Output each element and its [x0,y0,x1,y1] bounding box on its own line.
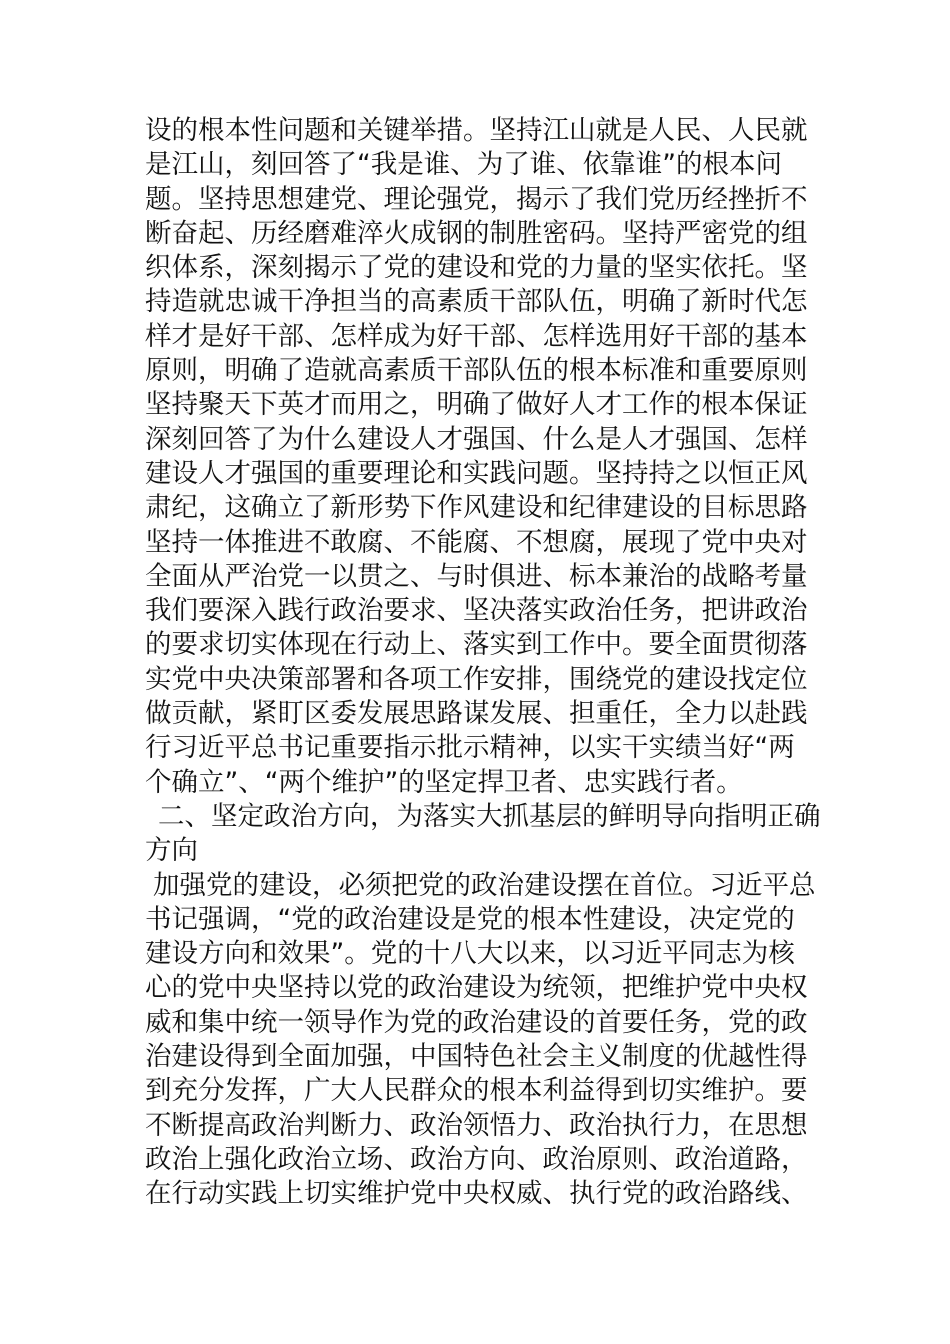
text-line: 题。坚持思想建党、理论强党，揭示了我们党历经挫折不 [145,183,808,215]
text-line: 建设方向和效果”。党的十八大以来，以习近平同志为核 [145,938,795,970]
text-line: 织体系，深刻揭示了党的建设和党的力量的坚实依托。坚 [145,252,808,284]
heading-line: 方向 [145,835,198,867]
text-line: 做贡献，紧盯区委发展思路谋发展、担重任，全力以赴践 [145,698,808,730]
text-line: 深刻回答了为什么建设人才强国、什么是人才强国、怎样 [145,423,808,455]
text-line: 样才是好干部、怎样成为好干部、怎样选用好干部的基本 [145,320,808,352]
text-line: 到充分发挥，广大人民群众的根本利益得到切实维护。要 [145,1075,808,1107]
text-line: 治建设得到全面加强，中国特色社会主义制度的优越性得 [145,1041,808,1073]
text-line: 政治上强化政治立场、政治方向、政治原则、政治道路， [145,1143,808,1175]
text-line: 个确立”、“两个维护”的坚定捍卫者、忠实践行者。 [145,766,743,798]
heading-line: 二、坚定政治方向，为落实大抓基层的鲜明导向指明正确 [158,800,821,832]
text-line: 不断提高政治判断力、政治领悟力、政治执行力，在思想 [145,1109,808,1141]
text-line: 威和集中统一领导作为党的政治建设的首要任务，党的政 [145,1006,808,1038]
text-line: 坚持聚天下英才而用之，明确了做好人才工作的根本保证 [145,389,808,421]
text-line: 是江山，刻回答了“我是谁、为了谁、依靠谁”的根本问 [145,149,782,181]
paragraph-2 [145,869,815,1212]
text-line: 设的根本性问题和关键举措。坚持江山就是人民、人民就 [145,115,808,146]
paragraph-1 [145,114,815,800]
section-heading [145,800,821,869]
text-line: 心的党中央坚持以党的政治建设为统领，把维护党中央权 [145,972,808,1004]
text-line: 加强党的建设，必须把党的政治建设摆在首位。习近平总 [153,869,816,901]
text-line: 我们要深入践行政治要求、坚决落实政治任务，把讲政治 [145,595,808,627]
text-line: 实党中央决策部署和各项工作安排，围绕党的建设找定位 [145,663,808,695]
text-line: 断奋起、历经磨难淬火成钢的制胜密码。坚持严密党的组 [145,217,808,249]
document-body [145,114,821,1212]
text-line: 的要求切实体现在行动上、落实到工作中。要全面贯彻落 [145,629,808,661]
text-line: 持造就忠诚干净担当的高素质干部队伍，明确了新时代怎 [145,286,808,318]
text-line: 坚持一体推进不敢腐、不能腐、不想腐，展现了党中央对 [145,526,808,558]
text-line: 全面从严治党一以贯之、与时俱进、标本兼治的战略考量 [145,560,808,592]
text-line: 行习近平总书记重要指示批示精神，以实干实绩当好“两 [145,732,795,764]
text-line: 原则，明确了造就高素质干部队伍的根本标准和重要原则 [145,355,808,387]
text-line: 建设人才强国的重要理论和实践问题。坚持持之以恒正风 [145,457,808,489]
text-line: 肃纪，这确立了新形势下作风建设和纪律建设的目标思路 [145,492,808,524]
text-line: 书记强调，“党的政治建设是党的根本性建设，决定党的 [145,903,795,935]
text-line: 在行动实践上切实维护党中央权威、执行党的政治路线、 [145,1178,808,1210]
